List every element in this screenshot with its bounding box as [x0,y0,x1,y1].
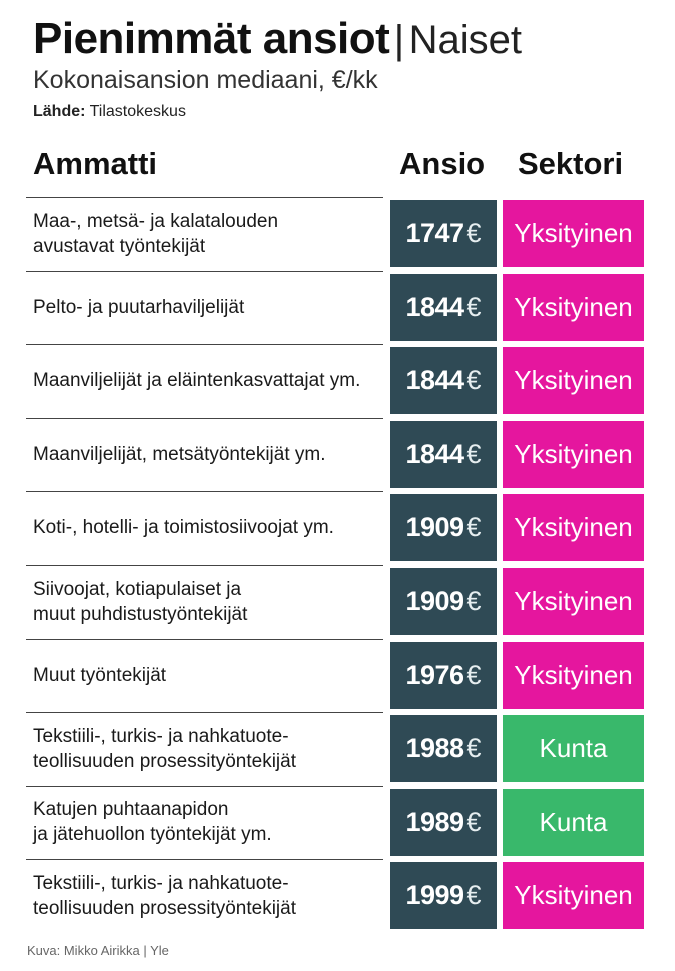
occupation-label: Muut työntekijät [33,664,167,686]
occupation-cell [33,568,383,635]
sector-badge [503,347,644,414]
currency-symbol: € [466,586,482,616]
row-divider [26,418,383,419]
column-header-sector: Sektori [518,146,624,181]
sector-label: Yksityinen [514,365,633,396]
currency-symbol: € [466,880,482,911]
row-divider [26,344,383,345]
occupation-label: Pelto- ja puutarhaviljelijät [33,296,245,318]
earnings-value: 1844 [405,365,464,396]
earnings-cell [390,421,497,488]
sector-badge [503,421,644,488]
occupation-label: Maa-, metsä- ja kalatalouden avustavat työntekijät [33,210,279,257]
row-divider [26,859,383,860]
currency-symbol: € [466,218,482,248]
occupation-cell [33,494,383,561]
earnings-value: 1844 [405,291,464,322]
currency-symbol: € [466,438,482,469]
sector-label: Kunta [539,733,608,764]
occupation-label: Maanviljelijät ja eläintenkasvattajat ym. [33,370,361,392]
source-line [33,103,186,121]
occupation-cell [33,862,383,929]
row-divider [26,565,383,566]
title-separator: | [393,18,405,62]
occupation-label: Katujen puhtaanapidon ja jätehuollon työntekijät ym. [33,799,272,846]
row-divider [26,197,383,198]
occupation-label: Koti-, hotelli- ja toimistosiivoojat ym. [33,517,334,539]
sector-badge [503,200,644,267]
currency-symbol: € [466,291,482,322]
column-header-earnings: Ansio [399,146,486,181]
earnings-value: 1989 [405,806,464,837]
sector-label: Kunta [539,806,608,837]
occupation-cell [33,274,383,341]
sector-badge [503,715,644,782]
column-header-occupation: Ammatti [33,146,158,181]
earnings-value: 1909 [405,512,464,543]
sector-badge [503,568,644,635]
sector-badge [503,642,644,709]
earnings-value: 1844 [405,438,464,469]
currency-symbol: € [466,659,482,690]
sector-label: Yksityinen [514,218,633,248]
source-label: Lähde: [33,103,86,120]
sector-label: Yksityinen [514,512,633,543]
sector-label: Yksityinen [514,659,633,690]
earnings-value: 1988 [405,733,464,764]
title-main: Pienimmät ansiot [33,14,390,63]
occupation-label: Maanviljelijät, metsätyöntekijät ym. [33,443,326,465]
occupation-cell [33,347,383,414]
earnings-cell [390,715,497,782]
occupation-cell [33,642,383,709]
occupation-cell [33,200,383,267]
sector-badge [503,494,644,561]
sector-label: Yksityinen [514,586,633,616]
sector-label: Yksityinen [514,438,633,469]
row-divider [26,786,383,787]
row-divider [26,639,383,640]
earnings-value: 1909 [405,586,464,616]
earnings-cell [390,494,497,561]
earnings-value: 1999 [405,880,464,911]
earnings-cell [390,347,497,414]
earnings-cell [390,568,497,635]
occupation-label: Siivoojat, kotiapulaiset ja muut puhdistustyöntekijät [33,578,248,625]
currency-symbol: € [466,365,482,396]
earnings-cell [390,274,497,341]
occupation-cell [33,715,383,782]
row-divider [26,491,383,492]
earnings-value: 1747 [405,218,464,248]
source-value: Tilastokeskus [89,103,186,120]
earnings-cell [390,862,497,929]
sector-label: Yksityinen [514,880,633,911]
currency-symbol: € [466,733,482,764]
earnings-cell [390,642,497,709]
currency-symbol: € [466,806,482,837]
occupation-label: Tekstiili-, turkis- ja nahkatuote- teollisuuden prosessityöntekijät [33,872,296,919]
row-divider [26,271,383,272]
earnings-cell [390,200,497,267]
occupation-label: Tekstiili-, turkis- ja nahkatuote- teollisuuden prosessityöntekijät [33,725,296,772]
earnings-value: 1976 [405,659,464,690]
row-divider [26,712,383,713]
sector-badge [503,862,644,929]
title-group: Naiset [408,18,522,62]
image-credit: Kuva: Mikko Airikka | Yle [27,943,169,958]
sector-label: Yksityinen [514,291,633,322]
subtitle: Kokonaisansion mediaani, €/kk [33,66,378,94]
occupation-cell [33,421,383,488]
earnings-cell [390,789,497,856]
currency-symbol: € [466,512,482,543]
sector-badge [503,789,644,856]
occupation-cell [33,789,383,856]
sector-badge [503,274,644,341]
